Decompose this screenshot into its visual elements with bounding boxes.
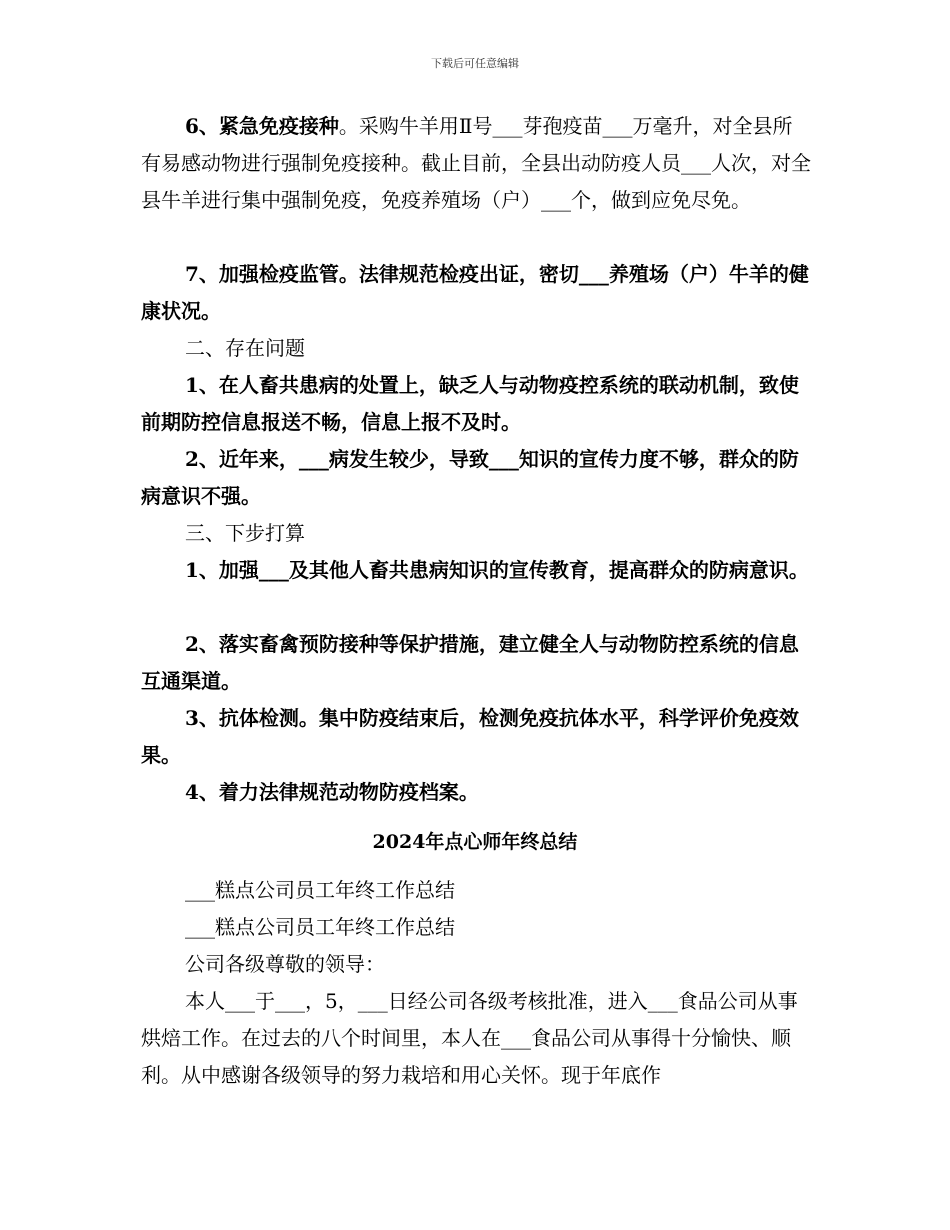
page-header-note: 下载后可任意编辑	[431, 57, 519, 70]
paragraph-item-6	[141, 108, 811, 219]
subtitle-line-1: ___糕点公司员工年终工作总结	[185, 878, 455, 902]
section-heading-problems: 二、存在问题	[185, 336, 305, 360]
body-paragraph: 本人___于___，5，___日经公司各级考核批准，进入___食品公司从事烘焙工作。在过去的八个时间里，本人在___食品公司从事得十分愉快、顺利。从中感谢各级领导的努力栽培和用心关怀。现于年底作	[141, 989, 798, 1087]
item-6-heading: 6、紧急免疫接种	[185, 114, 339, 138]
subtitle-line-2: ___糕点公司员工年终工作总结	[185, 915, 455, 939]
problem-item-2: 2、近年来，___病发生较少，导致___知识的宣传力度不够，群众的防病意识不强。	[141, 447, 799, 508]
next-step-item-3: 3、抗体检测。集中防疫结束后，检测免疫抗体水平，科学评价免疫效果。	[141, 706, 799, 767]
next-step-item-4: 4、着力法律规范动物防疫档案。	[185, 780, 479, 804]
salutation: 公司各级尊敬的领导：	[185, 952, 385, 976]
next-step-item-1: 1、加强___及其他人畜共患病知识的宣传教育，提高群众的防病意识。	[185, 558, 809, 582]
item-6-text: 。采购牛羊用Ⅱ号___芽孢疫苗___万毫升，对全县所有易感动物进行强制免疫接种。截止目前，全县出动防疫人员___人次，对全县牛羊进行集中强制免疫，免疫养殖场（户）___个，做到应免尽免。	[141, 114, 811, 212]
section-heading-next-steps: 三、下步打算	[185, 521, 305, 545]
paragraph-item-7: 7、加强检疫监管。法律规范检疫出证，密切___养殖场（户）牛羊的健康状况。	[141, 262, 809, 323]
problem-item-1: 1、在人畜共患病的处置上，缺乏人与动物疫控系统的联动机制，致使前期防控信息报送不畅，信息上报不及时。	[141, 373, 799, 434]
document-title: 2024年点心师年终总结	[372, 831, 578, 853]
next-step-item-2: 2、落实畜禽预防接种等保护措施，建立健全人与动物防控系统的信息互通渠道。	[141, 632, 799, 693]
